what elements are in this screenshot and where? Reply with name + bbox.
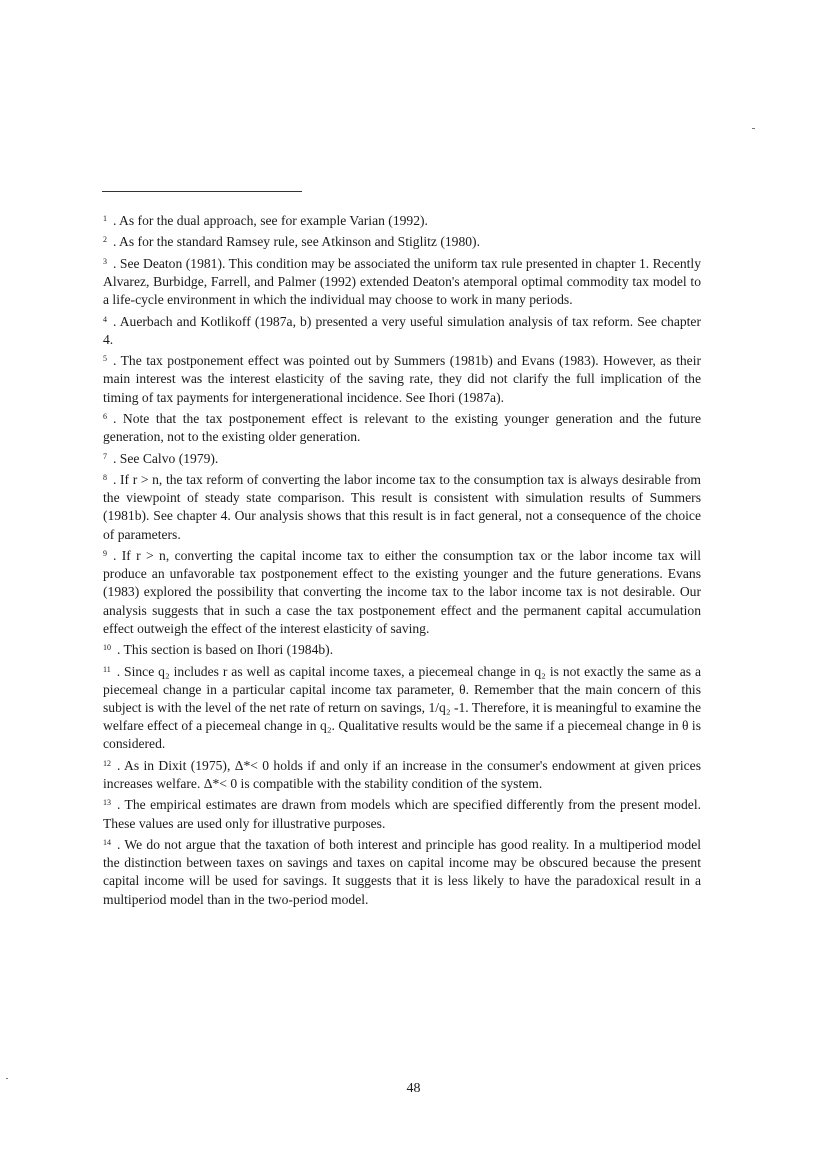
footnote-number: 6 xyxy=(103,411,107,421)
footnote-text: . If r > n, the tax reform of converting the labor income tax to the consumption tax is always desirable from the viewpoint of steady state comparison. This result is consistent with simulation results of Summers (1981b). See chapter 4. Our analysis shows that this result is in fact general, not a consequence of the choice of parameters. xyxy=(103,471,701,542)
scan-speck xyxy=(6,1078,8,1079)
footnote-13 xyxy=(103,794,701,832)
footnote-14 xyxy=(103,834,701,909)
footnote-text: . This section is based on Ihori (1984b). xyxy=(117,642,334,658)
footnote-text: . As for the dual approach, see for example Varian (1992). xyxy=(113,213,428,228)
scan-speck xyxy=(752,128,755,129)
footnote-text: . See Calvo (1979). xyxy=(113,450,219,466)
footnote-2 xyxy=(103,231,701,251)
footnote-10 xyxy=(103,639,701,659)
footnote-text: . Since q₂ includes r as well as capital income taxes, a piecemeal change in q₂ is not exactly the same as a piecemeal change in a particular capital income tax parameter, θ. Remember that the main concern of this subject is with the level of the net rate of return on savings, 1/q₂ -1. Therefore, it is meaningful to examine the welfare effect of a piecemeal change in q₂. Qualitative results would be the same if a piecemeal change in θ is considered. xyxy=(103,663,701,752)
footnote-text: . The tax postponement effect was pointed out by Summers (1981b) and Evans (1983). However, as their main interest was the interest elasticity of the saving rate, they did not clarify the full implication of the timing of tax payments for intergenerational incidence. See Ihori (1987a). xyxy=(103,353,701,405)
footnote-12 xyxy=(103,755,701,793)
footnote-text: . The empirical estimates are drawn from models which are specified differently from the present model. These values are used only for illustrative purposes. xyxy=(103,797,701,831)
footnote-number: 5 xyxy=(103,354,107,364)
footnote-number: 9 xyxy=(103,548,107,558)
footnote-number: 3 xyxy=(103,256,107,266)
footnote-9 xyxy=(103,545,701,638)
footnote-text: . As for the standard Ramsey rule, see Atkinson and Stiglitz (1980). xyxy=(113,234,480,250)
footnote-text: . We do not argue that the taxation of both interest and principle has good reality. In a multiperiod model the distinction between taxes on savings and taxes on capital income may be obscured because the present capital income will be used for savings. It suggests that it is less likely to have the paradoxical result in a multiperiod model than in the two-period model. xyxy=(103,836,701,907)
footnote-number: 7 xyxy=(103,451,107,461)
footnote-text: . As in Dixit (1975), Δ*< 0 holds if and only if an increase in the consumer's endowment at given prices increases welfare. Δ*< 0 is compatible with the stability condition of the system. xyxy=(103,757,701,791)
footnote-number: 11 xyxy=(103,664,111,674)
footnote-1 xyxy=(103,210,701,230)
footnote-text: . See Deaton (1981). This condition may be associated the uniform tax rule presented in chapter 1. Recently Alvarez, Burbidge, Farrell, and Palmer (1992) extended Deaton's atemporal optimal commodity tax model to a life-cycle environment in which the individual may choose to work in many periods. xyxy=(103,255,701,308)
footnote-number: 10 xyxy=(103,643,111,653)
footnote-number: 1 xyxy=(103,214,107,223)
page-number: 48 xyxy=(406,1081,421,1096)
footnotes xyxy=(103,210,701,910)
footnote-number: 14 xyxy=(103,837,111,847)
footnote-5 xyxy=(103,350,701,407)
footnote-7 xyxy=(103,448,701,468)
footnote-text: . If r > n, converting the capital income tax to either the consumption tax or the labor income tax will produce an unfavorable tax postponement effect to the existing younger and the future generations. Evans (1983) explored the possibility that converting the income tax to the labor income tax is not desirable. Our analysis suggests that in such a case the tax postponement effect and the permanent capital accumulation effect outweigh the effect of the interest elasticity of saving. xyxy=(103,547,701,636)
footnote-number: 13 xyxy=(103,798,111,808)
footnote-number: 12 xyxy=(103,758,111,768)
footnote-8 xyxy=(103,469,701,544)
footnote-number: 8 xyxy=(103,472,107,482)
footnote-3 xyxy=(103,253,701,310)
footnote-text: . Auerbach and Kotlikoff (1987a, b) presented a very useful simulation analysis of tax reform. See chapter 4. xyxy=(103,313,701,347)
footnote-4 xyxy=(103,311,701,349)
footnote-6 xyxy=(103,408,701,446)
footnote-number: 2 xyxy=(103,235,107,245)
footnote-text: . Note that the tax postponement effect is relevant to the existing younger generation and the future generation, not to the existing older generation. xyxy=(103,410,701,445)
footnote-11 xyxy=(103,661,701,754)
footnote-number: 4 xyxy=(103,314,107,324)
footnote-separator xyxy=(102,191,302,192)
